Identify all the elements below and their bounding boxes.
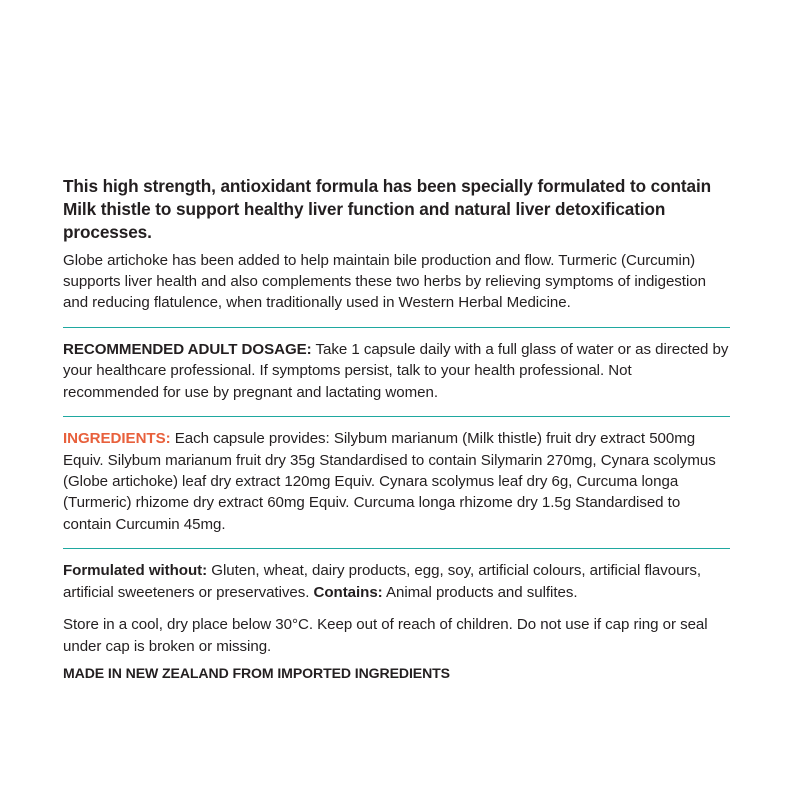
dosage-text: Take 1 capsule daily with a full glass of water or as directed by your healthcare professional. If symptoms persist, talk to your health professional. Not recommended for use by pregnant and lactating women. [63, 340, 729, 401]
contains-heading: Contains: [313, 583, 383, 601]
intro-lead-paragraph: This high strength, antioxidant formula has been specially formulated to contain Milk thistle to support healthy liver function and natural liver detoxification processes. [63, 176, 712, 242]
intro-body-paragraph: Globe artichoke has been added to help maintain bile production and flow. Turmeric (Curcumin) supports liver health and also complements these two herbs by relieving symptoms of indigestion and reducing flatulence, when traditionally used in Western Herbal Medicine. [63, 251, 706, 312]
dosage-heading: RECOMMENDED ADULT DOSAGE: [63, 340, 312, 358]
formulated-without-heading: Formulated without: [63, 562, 208, 580]
formulated-without-text: Gluten, wheat, dairy products, egg, soy, artificial colours, artificial flavours, artificial sweeteners or preservatives. [63, 562, 702, 601]
formulated-without-section [63, 560, 730, 603]
ingredients-section [63, 428, 730, 535]
storage-instructions: Store in a cool, dry place below 30°C. Keep out of reach of children. Do not use if cap ring or seal under cap is broken or missing. [63, 616, 708, 655]
divider-above-formulated-without [63, 548, 730, 549]
dosage-section [63, 339, 730, 403]
ingredients-text: Each capsule provides: Silybum marianum (Milk thistle) fruit dry extract 500mg Equiv. Silybum marianum fruit dry 35g Standardised to contain Silymarin 270mg, Cynara scolymus (Globe artichoke) leaf dry extract 120mg Equiv. Cynara scolymus leaf dry 6g, Curcuma longa (Turmeric) rhizome dry extract 60mg Equiv. Curcuma longa rhizome dry 1.5g Standardised to contain Curcumin 45mg. [63, 430, 716, 533]
divider-above-ingredients [63, 416, 730, 417]
supplement-label-panel [63, 175, 730, 681]
divider-above-dosage [63, 327, 730, 328]
contains-text: Animal products and sulfites. [382, 583, 578, 601]
ingredients-heading: INGREDIENTS: [63, 430, 171, 448]
made-in-statement: MADE IN NEW ZEALAND FROM IMPORTED INGREDIENTS [63, 664, 450, 681]
